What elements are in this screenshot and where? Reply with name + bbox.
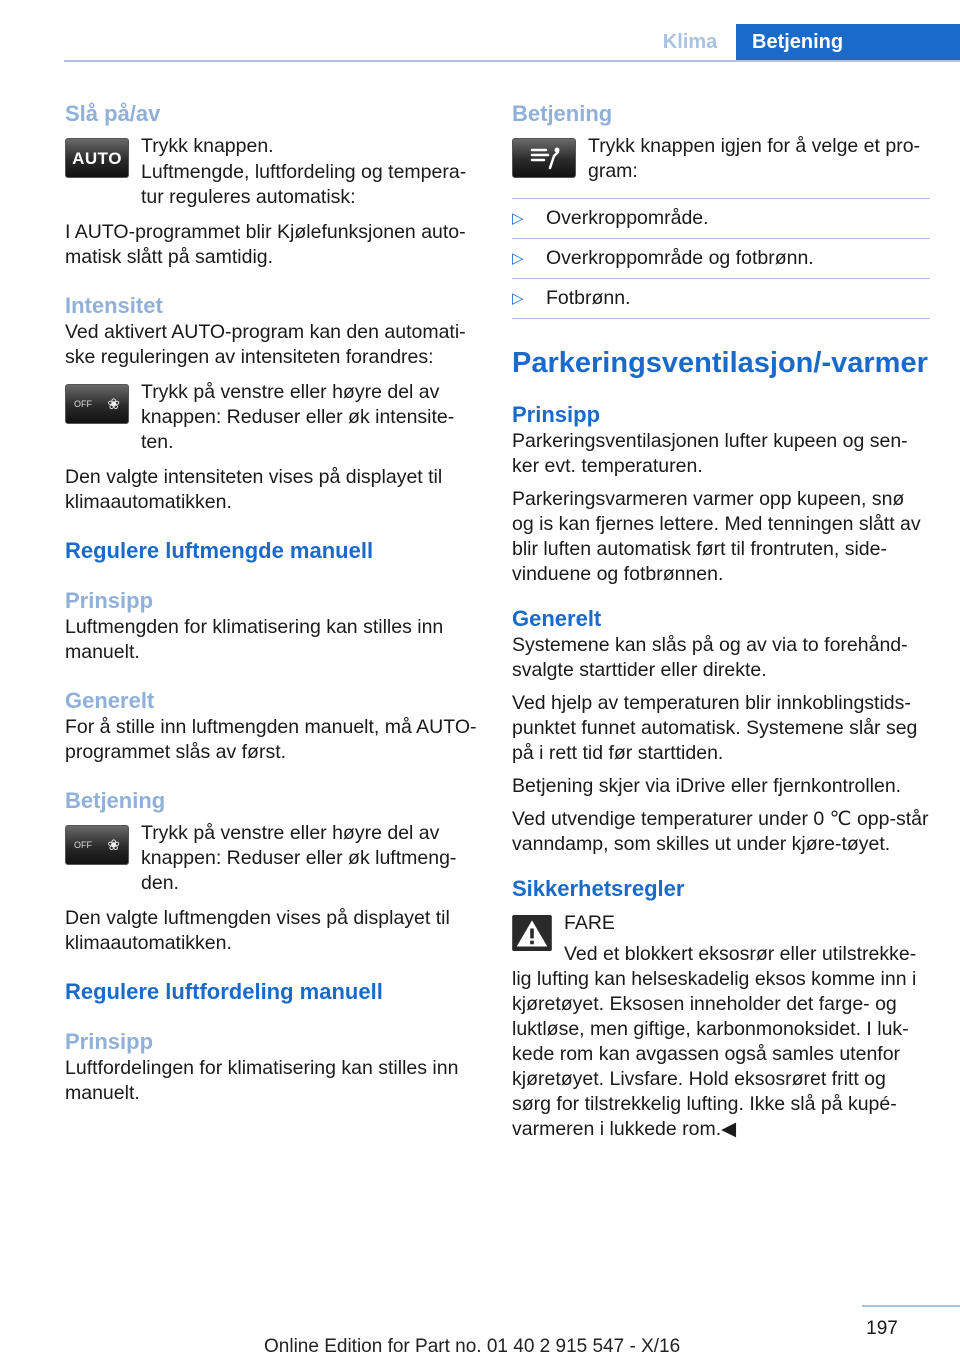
edition-text: Online Edition for Part no. 01 40 2 915 547 - X/16 bbox=[264, 1336, 681, 1357]
heading-prinsipp-3: Prinsipp bbox=[512, 402, 601, 427]
prinsipp-2-text: Luftfordelingen for klimatisering kan stilles inn manuelt. bbox=[65, 1057, 459, 1104]
off-label: OFF bbox=[74, 839, 92, 850]
list-separator bbox=[512, 318, 930, 319]
airflow-button-block bbox=[512, 134, 930, 184]
warning-block bbox=[512, 911, 930, 1142]
list-separator bbox=[512, 278, 930, 279]
betjening-2-instruction: Trykk knappen igjen for å velge et pro-gram: bbox=[588, 135, 921, 182]
auto-button-block bbox=[65, 134, 480, 184]
heading-generelt-2: Generelt bbox=[512, 606, 602, 631]
generelt-1-text: For å stille inn luftmengden manuelt, må AUTO-programmet slås av først. bbox=[65, 716, 477, 763]
auto-instruction: Trykk knappen. bbox=[141, 135, 274, 157]
heading-regulere-luftmengde: Regulere luftmengde manuell bbox=[65, 538, 374, 563]
triangle-bullet-icon: ▷ bbox=[512, 250, 524, 267]
heading-regulere-luftfordeling: Regulere luftfordeling manuell bbox=[65, 979, 383, 1004]
airflow-program-list bbox=[512, 198, 930, 319]
left-column bbox=[65, 100, 480, 1106]
header-section: Klima bbox=[662, 31, 718, 53]
intensitet-display-note: Den valgte intensiteten vises på displayet til klimaautomatikken. bbox=[65, 466, 443, 513]
fare-label: FARE bbox=[564, 912, 615, 934]
header-rule bbox=[64, 60, 960, 62]
list-separator bbox=[512, 238, 930, 239]
auto-label: AUTO bbox=[72, 148, 122, 168]
intensitet-text: Ved aktivert AUTO-program kan den automati-ske reguleringen av intensiteten forandres: bbox=[65, 321, 466, 368]
page-number: 197 bbox=[866, 1318, 898, 1339]
warning-triangle-icon bbox=[512, 915, 552, 951]
prinsipp-1-text: Luftmengden for klimatisering kan stilles inn manuelt. bbox=[65, 616, 444, 663]
list-separator bbox=[512, 198, 930, 199]
heading-parkeringsventilasjon: Parkeringsventilasjon/-varmer bbox=[512, 347, 928, 379]
fan-icon: ❀ bbox=[107, 836, 120, 854]
heading-intensitet: Intensitet bbox=[65, 293, 163, 318]
triangle-bullet-icon: ▷ bbox=[512, 210, 524, 227]
generelt-2-text-2: Ved hjelp av temperaturen blir innkoblingstids-punktet funnet automatisk. Systemene slår seg på i rett tid før starttiden. bbox=[512, 692, 918, 764]
fan-button-block-1 bbox=[65, 380, 480, 455]
heading-prinsipp-2: Prinsipp bbox=[65, 1029, 154, 1054]
auto-button-image bbox=[65, 138, 129, 178]
heading-sla-pa-av: Slå på/av bbox=[65, 101, 161, 126]
betjening-1-display-note: Den valgte luftmengden vises på displayet til klimaautomatikken. bbox=[65, 907, 450, 954]
prinsipp-3-text-2: Parkeringsvarmeren varmer opp kupeen, snø og is kan fjernes lettere. Med tenningen slått av blir luften automatisk ført til frontruten, side-vinduene og fotbrønnen. bbox=[512, 488, 921, 585]
auto-description: Luftmengde, luftfordeling og tempera-tur reguleres automatisk: bbox=[141, 161, 467, 208]
list-item: ▷ Overkroppområde og fotbrønn. bbox=[512, 247, 814, 269]
right-column bbox=[512, 100, 930, 1142]
fan-button-image bbox=[65, 825, 129, 865]
header-tab: Betjening bbox=[736, 24, 960, 61]
list-item: ▷ Fotbrønn. bbox=[512, 287, 631, 309]
heading-betjening-2: Betjening bbox=[512, 101, 613, 126]
auto-cooling-note: I AUTO-programmet blir Kjølefunksjonen auto-matisk slått på samtidig. bbox=[65, 221, 466, 268]
off-label: OFF bbox=[74, 398, 92, 409]
prinsipp-3-text-1: Parkeringsventilasjonen lufter kupeen og sen-ker evt. temperaturen. bbox=[512, 430, 908, 477]
fare-text: Ved et blokkert eksosrør eller utilstrekke-lig lufting kan helseskadelig eksos komme inn i kjøretøyet. Eksosen inneholder det farge- og luktløse, men giftige, karbonmonoksidet. I luk-kede rom kan avgassen også samles utenfor kjøretøyet. Livsfare. Hold eksosrøret fritt og sørg for tilstrekkelig lufting. Ikke slå på kupé-varmeren i lukkede rom.◀ bbox=[512, 943, 917, 1140]
triangle-bullet-icon: ▷ bbox=[512, 290, 524, 307]
generelt-2-text-1: Systemene kan slås på og av via to forehånd-svalgte starttider eller direkte. bbox=[512, 634, 908, 681]
list-item: ▷ Overkroppområde. bbox=[512, 207, 709, 229]
generelt-2-text-4: Ved utvendige temperaturer under 0 ℃ opp-står vanndamp, som skilles ut under kjøre-tøyet. bbox=[512, 808, 929, 855]
fan-button-block-2 bbox=[65, 821, 480, 896]
intensitet-instruction: Trykk på venstre eller høyre del av knappen: Reduser eller øk intensite-ten. bbox=[141, 381, 455, 453]
heading-generelt-1: Generelt bbox=[65, 688, 155, 713]
footer-rule bbox=[862, 1305, 960, 1307]
generelt-2-text-3: Betjening skjer via iDrive eller fjernkontrollen. bbox=[512, 775, 902, 797]
heading-prinsipp-1: Prinsipp bbox=[65, 588, 154, 613]
heading-betjening-1: Betjening bbox=[65, 788, 166, 813]
fan-icon: ❀ bbox=[107, 395, 120, 413]
fan-button-image bbox=[65, 384, 129, 424]
heading-sikkerhetsregler: Sikkerhetsregler bbox=[512, 876, 685, 901]
airflow-seat-icon bbox=[512, 138, 576, 178]
betjening-1-instruction: Trykk på venstre eller høyre del av knappen: Reduser eller øk luftmeng-den. bbox=[141, 822, 457, 894]
